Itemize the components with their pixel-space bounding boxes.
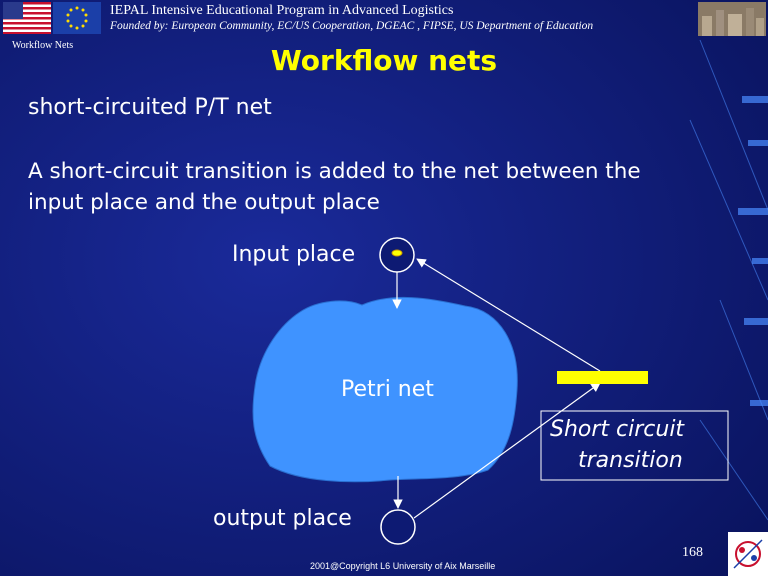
input-place-label: Input place <box>232 242 356 267</box>
section-label: Workflow Nets <box>12 40 74 51</box>
body-line-2: input place and the output place <box>28 190 380 215</box>
body-line-1: A short-circuit transition is added to the net between the <box>28 159 641 184</box>
token-icon <box>392 250 402 256</box>
slide-title: Workflow nets <box>270 44 498 77</box>
header-subtitle: Founded by: European Community, EC/US Cooperation, DGEAC , FIPSE, US Department of Education <box>110 20 594 32</box>
short-circuit-label-line1: Short circuit <box>550 417 685 442</box>
slide-subtitle: short-circuited P/T net <box>28 95 272 120</box>
page-number: 168 <box>682 545 703 560</box>
short-circuit-label-line2: transition <box>578 448 683 473</box>
header-title: IEPAL Intensive Educational Program in Advanced Logistics <box>110 3 454 18</box>
short-circuit-transition-bar <box>557 371 648 384</box>
university-logo-icon <box>728 532 768 576</box>
output-place-circle <box>381 510 415 544</box>
output-place-label: output place <box>213 506 352 531</box>
footer-copyright: 2001@Copyright L6 University of Aix Marseille <box>310 561 496 571</box>
petri-net-label: Petri net <box>341 377 434 402</box>
